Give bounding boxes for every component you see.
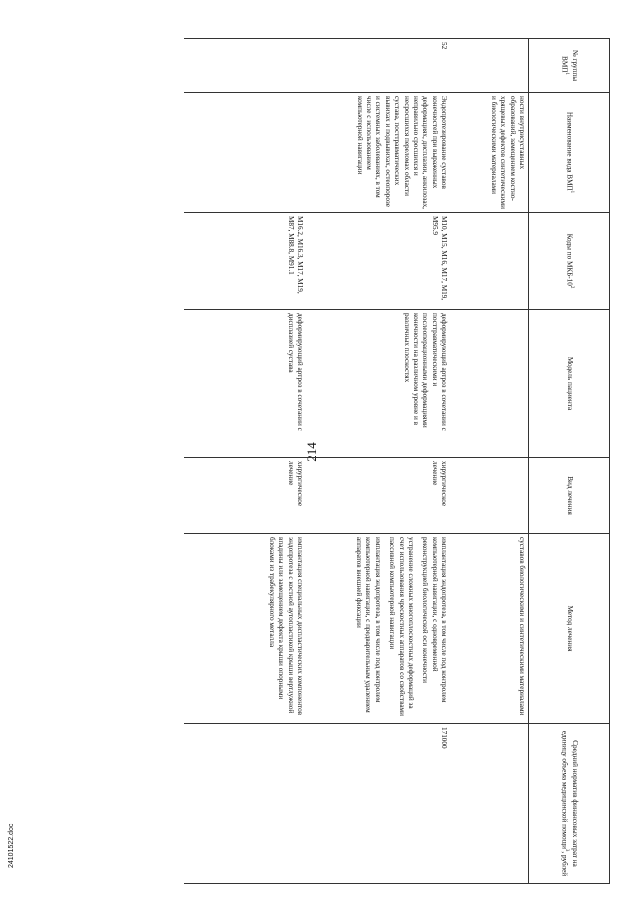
cell-cost bbox=[184, 724, 306, 884]
cell-method bbox=[184, 534, 306, 724]
method-item: суставов биологическими и синтетическими материалами bbox=[518, 537, 526, 716]
header-model: Модель пациента bbox=[529, 310, 610, 458]
header-cost: Средний норматив финансовых затрат на единицу объема медицинской помощи$^3$, рублей bbox=[529, 724, 610, 884]
page-number: 214 bbox=[304, 442, 319, 462]
cell-name: ности внутрисуставных образований, замещением костно-хрящевых дефектов синтетическими и биологическими материалами bbox=[450, 93, 529, 213]
table-row bbox=[184, 39, 306, 884]
cell-name bbox=[184, 93, 306, 213]
cell-codes: M16.2, M16.3, M17, M19, M87, M88.8, M91.1 bbox=[184, 213, 306, 310]
cell-cost bbox=[450, 724, 529, 884]
header-type: Вид лечения bbox=[529, 458, 610, 534]
cell-model bbox=[450, 310, 529, 458]
header-method: Метод лечения bbox=[529, 534, 610, 724]
method-item: имплантация специальных диспластических компонентов эндопротеза с костной аутопластикой крыши вертлужной впадины или замещением дефекта крыши опорными блоками из трабекулярного металла bbox=[267, 537, 304, 716]
cell-method bbox=[450, 534, 529, 724]
cell-codes bbox=[450, 213, 529, 310]
cell-group: 52 bbox=[306, 39, 450, 93]
cell-type bbox=[450, 458, 529, 534]
method-item: устранение сложных многоплоскостных деформаций за счет использования чрескостных аппаратов со свойствами пассивной компьютерной навигации bbox=[388, 537, 415, 716]
cell-name: Эндопротезирование суставов конечностей при выраженных деформациях, дисплазии, анкилозах, неправильно сросшихся и несросшихся переломах области сустава, посттравматических вывихах и подвывихах, остеопорозе и системных заболеваниях, в том числе с использованием компьютерной навигации bbox=[306, 93, 450, 213]
cell-model: деформирующий артроз в сочетании с посттравматическими и послеоперационными деформациями конечности на различном уровне и в различных плоскостях bbox=[306, 310, 450, 458]
cell-model: деформирующий артроз в сочетании с дисплазией сустава bbox=[184, 310, 306, 458]
cell-cost: 171000 bbox=[306, 724, 450, 884]
vmp-table bbox=[184, 38, 610, 884]
table-row bbox=[306, 39, 450, 884]
header-group: № группы ВМП$^1$ bbox=[529, 39, 610, 93]
method-item: имплантация эндопротеза, в том числе под контролем компьютерной навигации, с одновременной реконструкцией биологической оси конечности bbox=[421, 537, 448, 703]
cell-type: хирургическое лечение bbox=[306, 458, 450, 534]
cell-group bbox=[184, 39, 306, 93]
cell-type: хирургическое лечение bbox=[184, 458, 306, 534]
document-id: 24101522.doc bbox=[8, 823, 15, 868]
cell-method bbox=[306, 534, 450, 724]
table-row bbox=[450, 39, 529, 884]
header-codes: Коды по МКБ-$10^2$ bbox=[529, 213, 610, 310]
cell-group bbox=[450, 39, 529, 93]
header-name: Наименование вида ВМП$^1$ bbox=[529, 93, 610, 213]
cell-codes: M10, M15, M16, M17, M19, M95.9 bbox=[306, 213, 450, 310]
rotated-table-container bbox=[65, 38, 610, 883]
method-item: имплантация эндопротеза, в том числе под контролем компьютерной навигации, с предварительным удалением аппаратов внешней фиксации bbox=[355, 537, 382, 713]
table-header-row bbox=[529, 39, 610, 884]
